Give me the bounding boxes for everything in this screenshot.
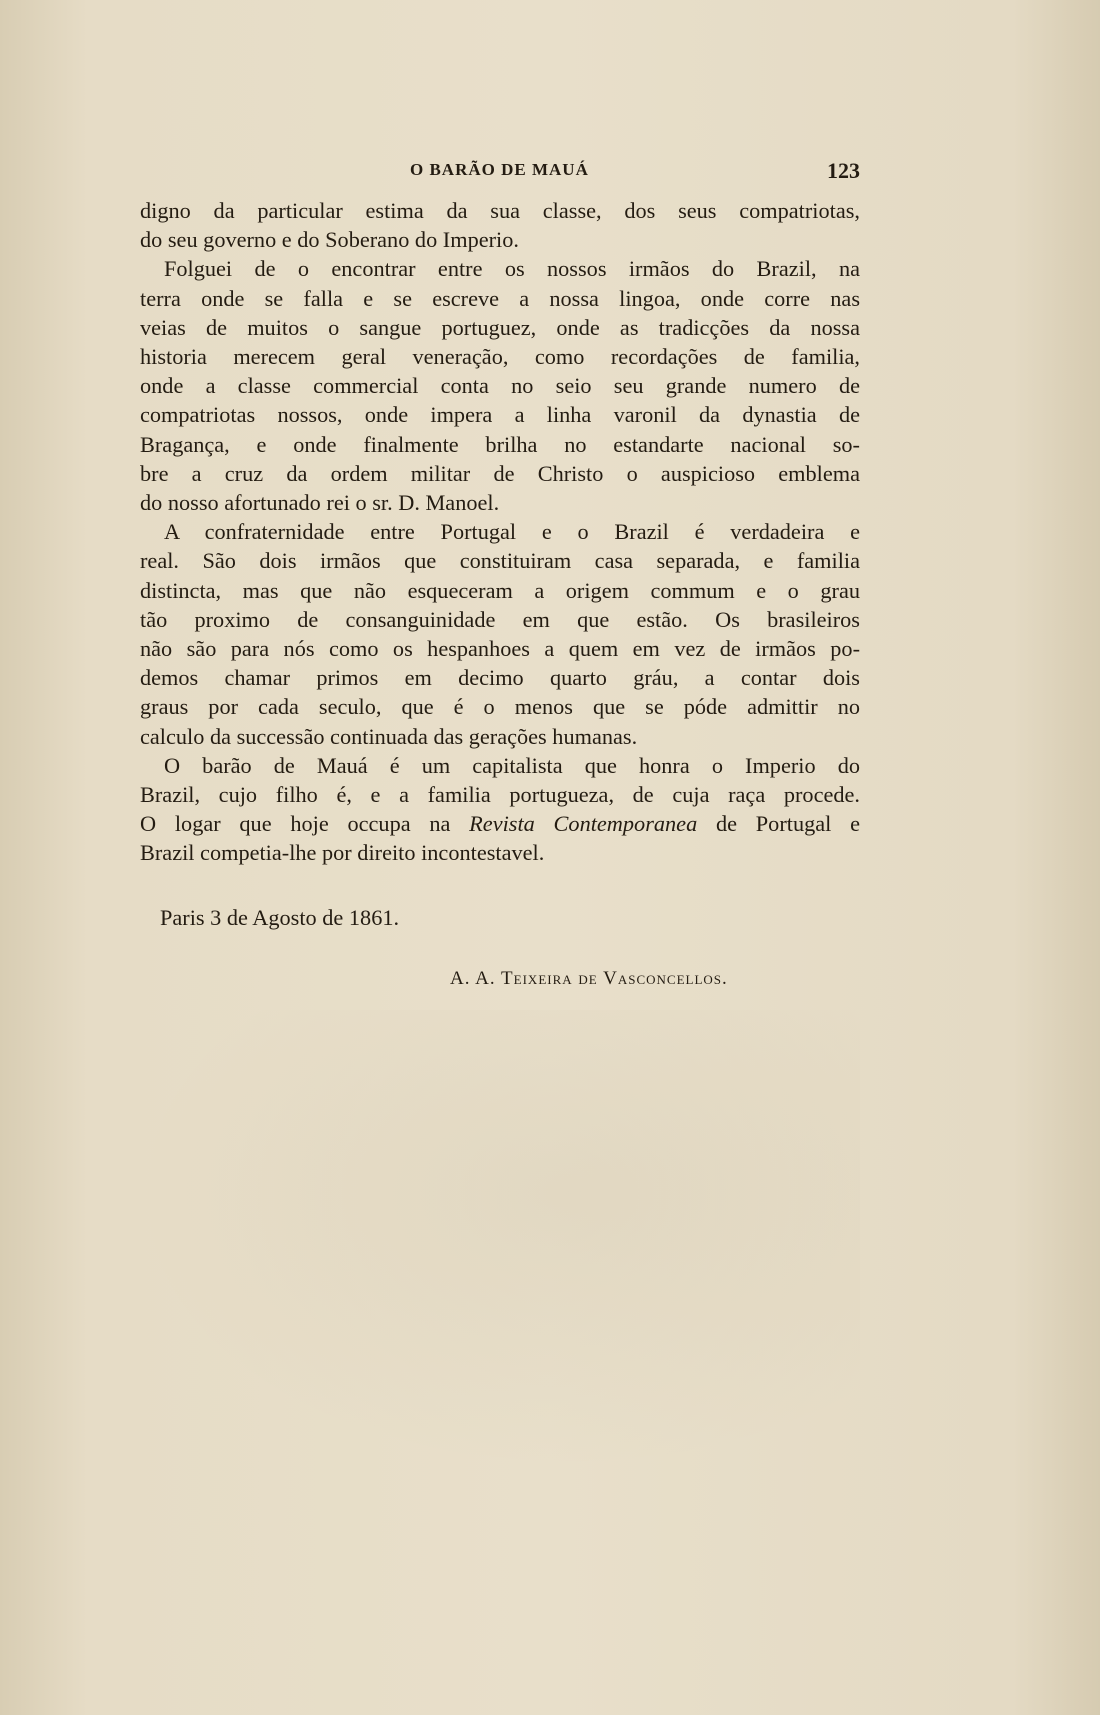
text-line: bre a cruz da ordem militar de Christo o auspicioso emblema: [140, 460, 860, 486]
text-line: digno da particular estima da sua classe, dos seus compatriotas,: [140, 198, 860, 223]
text-line: O barão de Mauá é um capitalista que honra o Imperio do: [164, 752, 860, 778]
text-line: Folguei de o encontrar entre os nossos irmãos do Brazil, na: [164, 256, 860, 282]
text-line: veias de muitos o sangue portuguez, onde as tradicções da nossa: [140, 314, 860, 340]
text-line: real. São dois irmãos que constituiram casa separada, e familia: [140, 548, 860, 574]
text-span: de Portugal e: [715, 811, 860, 837]
running-title: O BARÃO DE MAUÁ: [410, 160, 589, 179]
text-line: onde a classe commercial conta no seio seu grande numero de: [140, 373, 860, 399]
text-line: graus por cada seculo, que é o menos que se póde admittir no: [140, 694, 860, 720]
page-number: 123: [827, 158, 860, 183]
text-line: tão proximo de consanguinidade em que estão. Os brasileiros: [140, 606, 860, 632]
dateline: Paris 3 de Agosto de 1861.: [160, 905, 400, 930]
text-line: terra onde se falla e se escreve a nossa lingoa, onde corre nas: [140, 285, 860, 311]
text-line: Bragança, e onde finalmente brilha no estandarte nacional so-: [140, 431, 860, 457]
text-line: demos chamar primos em decimo quarto gráu, a contar dois: [140, 665, 860, 691]
text-line: compatriotas nossos, onde impera a linha varonil da dynastia de: [140, 402, 860, 428]
text-line: Brazil, cujo filho é, e a familia portugueza, de cuja raça procede.: [140, 782, 860, 808]
page-header: [140, 158, 860, 188]
text-line: calculo da successão continuada das gerações humanas.: [140, 723, 638, 749]
text-span: O logar que hoje occupa na: [140, 811, 451, 837]
text-line: A confraternidade entre Portugal e o Brazil é verdadeira e: [164, 519, 860, 545]
text-line: do seu governo e do Soberano do Imperio.: [140, 227, 519, 253]
paper-show-through: [130, 1010, 860, 1470]
text-line: historia merecem geral veneração, como recordações de familia,: [140, 344, 860, 370]
text-line: não são para nós como os hespanhoes a quem em vez de irmãos po-: [140, 636, 860, 662]
journal-title: Revista Contemporanea: [469, 811, 698, 837]
text-line: do nosso afortunado rei o sr. D. Manoel.: [140, 490, 500, 516]
text-line: Brazil competia-lhe por direito incontestavel.: [140, 840, 545, 866]
author-signature: A. A. Teixeira de Vasconcellos.: [450, 968, 728, 989]
body-text: [140, 196, 860, 868]
text-line: distincta, mas que não esqueceram a origem commum e o grau: [140, 577, 860, 603]
text-line-with-emphasis: [140, 809, 860, 838]
